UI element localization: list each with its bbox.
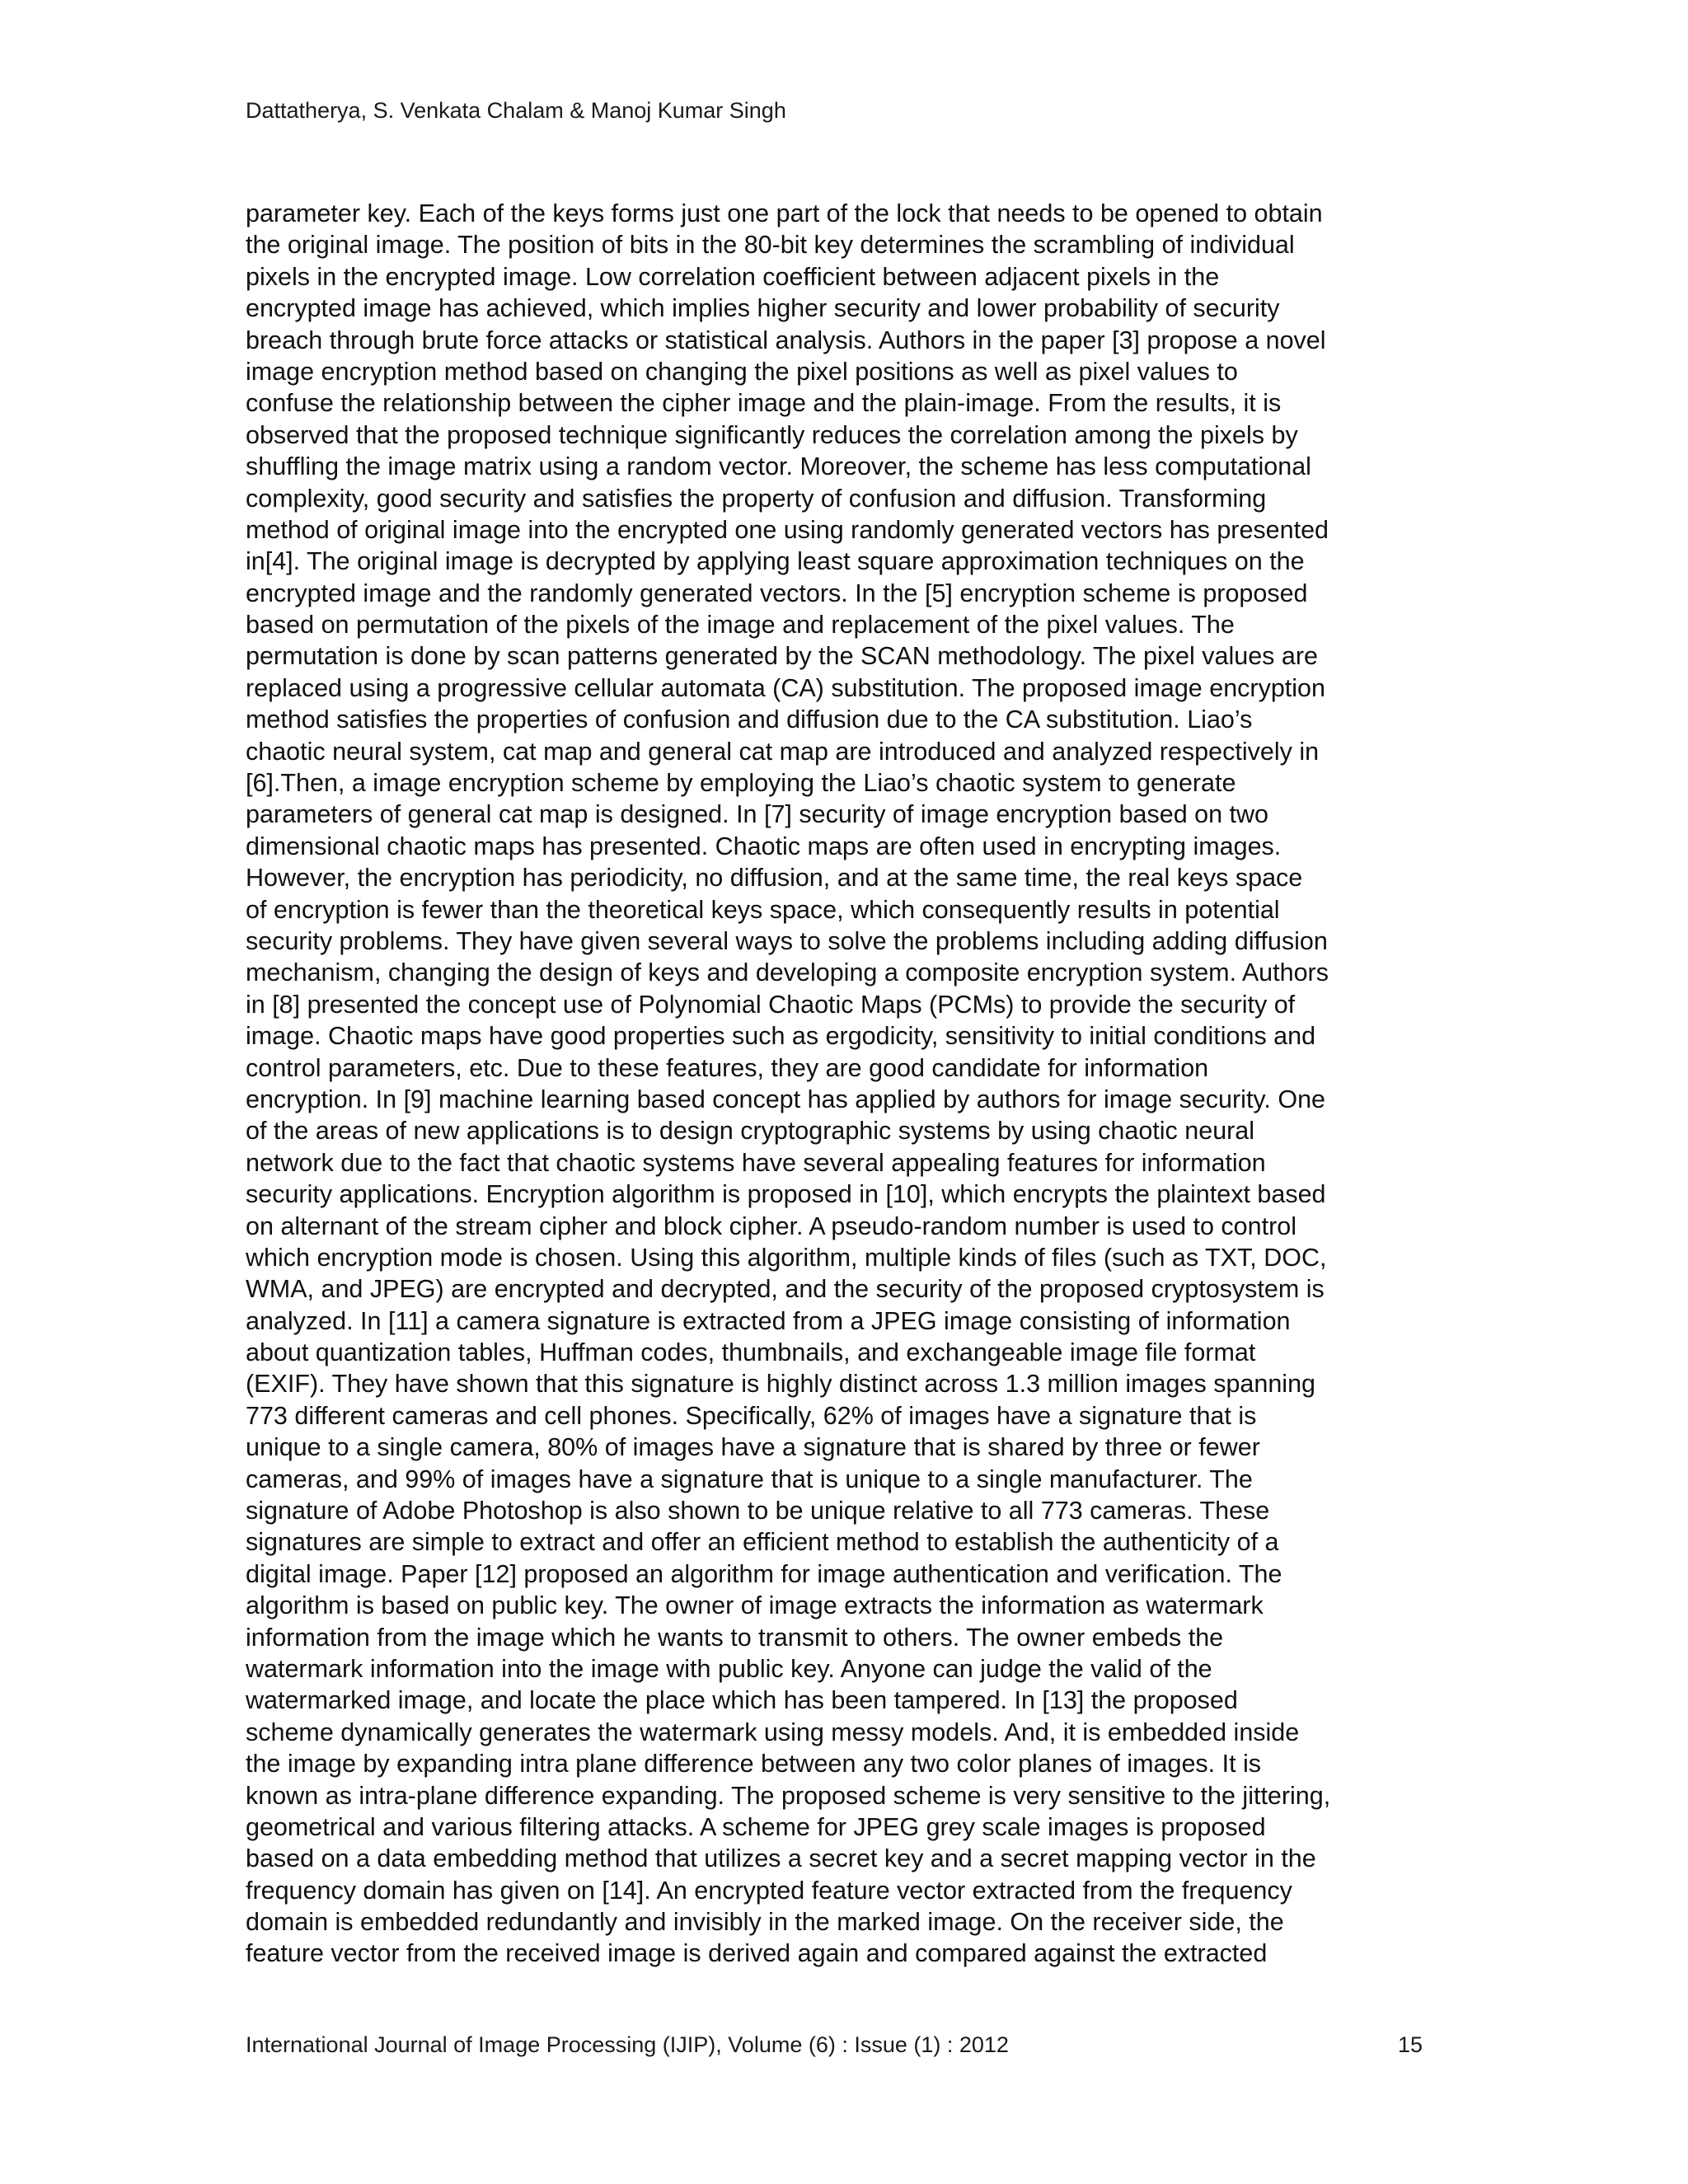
paragraph-line: replaced using a progressive cellular automata (CA) substitution. The proposed image encryption <box>246 673 1325 702</box>
paragraph-line: method of original image into the encrypted one using randomly generated vectors has presented <box>246 515 1329 544</box>
paragraph-line: observed that the proposed technique significantly reduces the correlation among the pixels by <box>246 420 1298 449</box>
paragraph-line: digital image. Paper [12] proposed an algorithm for image authentication and verification. The <box>246 1559 1282 1588</box>
paragraph-line: security problems. They have given several ways to solve the problems including adding diffusion <box>246 926 1328 955</box>
paragraph-line: the image by expanding intra plane difference between any two color planes of images. It is <box>246 1750 1262 1779</box>
paragraph-line: watermark information into the image with public key. Anyone can judge the valid of the <box>246 1654 1212 1683</box>
paragraph-line: breach through brute force attacks or statistical analysis. Authors in the paper [3] propose a novel <box>246 326 1326 354</box>
paragraph-line: unique to a single camera, 80% of images have a signature that is shared by three or fewer <box>246 1433 1260 1462</box>
paragraph-line: signature of Adobe Photoshop is also shown to be unique relative to all 773 cameras. These <box>246 1497 1270 1526</box>
paragraph-line: pixels in the encrypted image. Low correlation coefficient between adjacent pixels in the <box>246 262 1220 291</box>
paragraph-line: shuffling the image matrix using a random vector. Moreover, the scheme has less computational <box>246 452 1311 481</box>
paragraph-line: [6].Then, a image encryption scheme by employing the Liao’s chaotic system to generate <box>246 769 1236 798</box>
paragraph-line: domain is embedded redundantly and invisibly in the marked image. On the receiver side, the <box>246 1908 1284 1937</box>
paragraph-line: on alternant of the stream cipher and block cipher. A pseudo-random number is used to control <box>246 1212 1296 1240</box>
paragraph-line: method satisfies the properties of confusion and diffusion due to the CA substitution. Liao’s <box>246 705 1253 734</box>
paragraph-line: 773 different cameras and cell phones. Specifically, 62% of images have a signature that is <box>246 1401 1257 1430</box>
paragraph-line: about quantization tables, Huffman codes, thumbnails, and exchangeable image file format <box>246 1338 1256 1367</box>
paragraph-line: scheme dynamically generates the watermark using messy models. And, it is embedded inside <box>246 1718 1300 1746</box>
paragraph-line: parameter key. Each of the keys forms just one part of the lock that needs to be opened to obtain <box>246 199 1323 227</box>
paragraph-line: encrypted image and the randomly generated vectors. In the [5] encryption scheme is proposed <box>246 579 1308 607</box>
paragraph-line: chaotic neural system, cat map and general cat map are introduced and analyzed respectively in <box>246 737 1320 766</box>
paragraph-line: complexity, good security and satisfies the property of confusion and diffusion. Transforming <box>246 484 1267 513</box>
paragraph-line: which encryption mode is chosen. Using this algorithm, multiple kinds of files (such as TXT, DOC, <box>246 1243 1327 1272</box>
paragraph-line: encryption. In [9] machine learning based concept has applied by authors for image security. One <box>246 1085 1325 1113</box>
footer-page-number: 15 <box>1397 2032 1423 2057</box>
paragraph-line: (EXIF). They have shown that this signature is highly distinct across 1.3 million images spanning <box>246 1370 1316 1399</box>
paragraph-line: information from the image which he wants to transmit to others. The owner embeds the <box>246 1623 1224 1652</box>
paragraph-line: dimensional chaotic maps has presented. Chaotic maps are often used in encrypting images. <box>246 832 1282 860</box>
paragraph-line: analyzed. In [11] a camera signature is extracted from a JPEG image consisting of information <box>246 1306 1291 1335</box>
paragraph-line: based on permutation of the pixels of the image and replacement of the pixel values. The <box>246 611 1235 640</box>
paragraph-line: in[4]. The original image is decrypted by applying least square approximation techniques on the <box>246 547 1305 576</box>
paragraph-line: of encryption is fewer than the theoretical keys space, which consequently results in potential <box>246 895 1280 924</box>
paragraph-line: security applications. Encryption algorithm is proposed in [10], which encrypts the plaintext based <box>246 1180 1326 1209</box>
paragraph-line: image encryption method based on changing the pixel positions as well as pixel values to <box>246 357 1238 386</box>
paragraph-line: based on a data embedding method that utilizes a secret key and a secret mapping vector in the <box>246 1844 1316 1873</box>
paragraph-line: the original image. The position of bits in the 80-bit key determines the scrambling of individual <box>246 231 1295 260</box>
paragraph-line: geometrical and various filtering attacks. A scheme for JPEG grey scale images is proposed <box>246 1812 1266 1841</box>
paragraph-line: permutation is done by scan patterns generated by the SCAN methodology. The pixel values are <box>246 642 1318 671</box>
paragraph-line: mechanism, changing the design of keys and developing a composite encryption system. Authors <box>246 958 1329 987</box>
paragraph-line: in [8] presented the concept use of Polynomial Chaotic Maps (PCMs) to provide the security of <box>246 990 1296 1019</box>
paragraph-line: cameras, and 99% of images have a signature that is unique to a single manufacturer. The <box>246 1465 1253 1493</box>
paragraph-line: algorithm is based on public key. The owner of image extracts the information as watermark <box>246 1591 1264 1620</box>
paragraph-line: encrypted image has achieved, which implies higher security and lower probability of security <box>246 294 1280 323</box>
paragraph-line: image. Chaotic maps have good properties such as ergodicity, sensitivity to initial conditions and <box>246 1022 1316 1051</box>
paragraph-line: WMA, and JPEG) are encrypted and decrypted, and the security of the proposed cryptosystem is <box>246 1275 1325 1304</box>
paragraph-line: feature vector from the received image is derived again and compared against the extracted <box>246 1939 1268 1968</box>
body-paragraph <box>246 198 1423 1970</box>
paragraph-line: frequency domain has given on [14]. An encrypted feature vector extracted from the frequency <box>246 1876 1292 1905</box>
paragraph-line: known as intra-plane difference expanding. The proposed scheme is very sensitive to the jittering, <box>246 1781 1331 1810</box>
paragraph-line: watermarked image, and locate the place which has been tampered. In [13] the proposed <box>246 1686 1238 1715</box>
paragraph-line: signatures are simple to extract and offer an efficient method to establish the authenticity of a <box>246 1528 1279 1557</box>
paragraph-line: control parameters, etc. Due to these features, they are good candidate for information <box>246 1053 1209 1082</box>
paragraph-line: of the areas of new applications is to design cryptographic systems by using chaotic neural <box>246 1117 1255 1146</box>
paragraph-line: network due to the fact that chaotic systems have several appealing features for information <box>246 1148 1266 1177</box>
footer-journal-citation: International Journal of Image Processing (IJIP), Volume (6) : Issue (1) : 2012 <box>246 2032 1009 2057</box>
paragraph-line: parameters of general cat map is designed. In [7] security of image encryption based on two <box>246 800 1269 829</box>
running-header-authors: Dattatherya, S. Venkata Chalam & Manoj Kumar Singh <box>246 98 786 123</box>
paragraph-line: confuse the relationship between the cipher image and the plain-image. From the results, it is <box>246 389 1282 418</box>
paragraph-line: However, the encryption has periodicity, no diffusion, and at the same time, the real keys space <box>246 864 1303 893</box>
